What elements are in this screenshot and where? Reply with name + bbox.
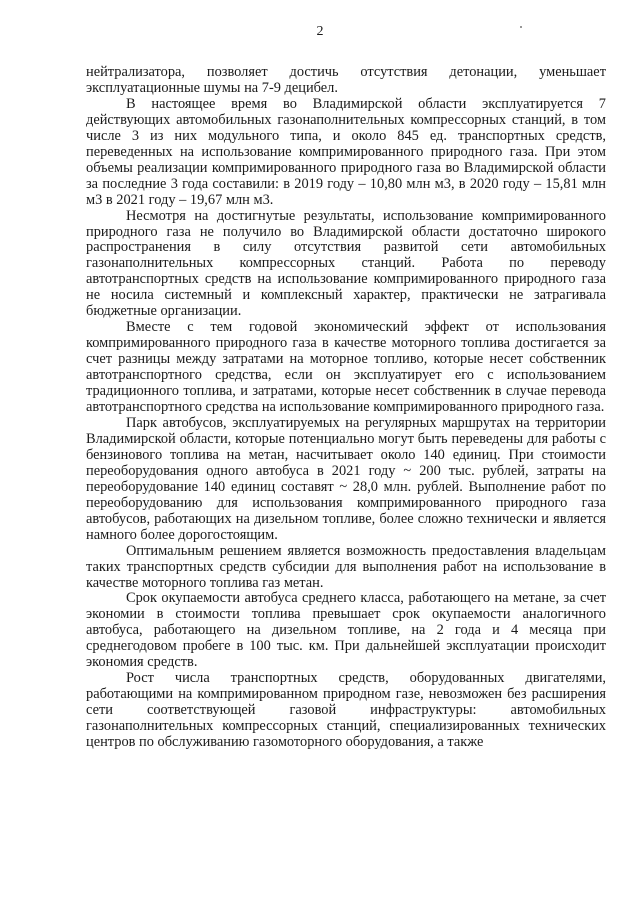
paragraph-payback: Срок окупаемости автобуса среднего класса, работающего на метане, за счет экономии в стоимости топлива превышает срок окупаемости аналогичного автобуса, работающего на дизельном топливе, на 2 года и 4 месяца при среднегодовом пробеге в 100 тыс. км. При дальнейшей эксплуатации происходит экономия средств. <box>86 590 606 671</box>
paragraph-results: Несмотря на достигнутые результаты, использование компримированного природного газа не получило во Владимирской области достаточно широкого распространения в силу отсутствия развитой сети автомобильных газонаполнительных компрессорных станций. Работа по переводу автотранспортных средств на использование компримированного природного газа не носила системный и комплексный характер, практически не затрагивала бюджетные организации. <box>86 207 606 320</box>
paragraph-continuation: нейтрализатора, позволяет достичь отсутствия детонации, уменьшает эксплуатационные шумы на 7-9 децибел. <box>86 64 606 96</box>
paragraph-bus-fleet: Парк автобусов, эксплуатируемых на регулярных маршрутах на территории Владимирской области, которые потенциально могут быть переведены для работы с бензинового топлива на метан, насчитывает около 140 единиц. При стоимости переоборудования одного автобуса в 2021 году ~ 200 тыс. рублей, затраты на переоборудование 140 единиц составят ~ 28,0 млн. рублей. Выполнение работ по переоборудованию для использования компримированного природного газа автобусов, работающих на дизельном топливе, более сложно технически и является намного более дорогостоящим. <box>86 414 606 543</box>
paragraph-infrastructure: Рост числа транспортных средств, оборудованных двигателями, работающими на компримированном природном газе, невозможен без расширения сети соответствующей газовой инфраструктуры: автомобильных газонаполнительных компрессорных станций, специализированных технических центров по обслуживанию газомоторного оборудования, а также <box>86 670 606 751</box>
paragraph-economic-effect: Вместе с тем годовой экономический эффект от использования компримированного природного газа в качестве моторного топлива достигается за счет разницы между затратами на моторное топливо, которые несет собственник автотранспортного средства, если он эксплуатирует его с использованием традиционного топлива, и затратами, которые несет собственник в случае перевода автотранспортного средства на использование компримированного природного газа. <box>86 319 606 416</box>
scan-speck <box>520 26 522 28</box>
paragraph-subsidy: Оптимальным решением является возможность предоставления владельцам таких транспортных средств субсидии для выполнения работ на использование в качестве моторного топлива газ метан. <box>86 542 606 591</box>
paragraph-gas-stations: В настоящее время во Владимирской области эксплуатируется 7 действующих автомобильных газонаполнительных компрессорных станций, в том числе 3 из них модульного типа, и около 845 ед. транспортных средств, переведенных на использование компримированного природного газа. При этом объемы реализации компримированного природного газа во Владимирской области за последние 3 года составили: в 2019 году – 10,80 млн м3, в 2020 году – 15,81 млн м3 в 2021 году – 19,67 млн м3. <box>86 95 606 208</box>
document-body <box>86 65 606 751</box>
page-number: 2 <box>316 24 324 39</box>
